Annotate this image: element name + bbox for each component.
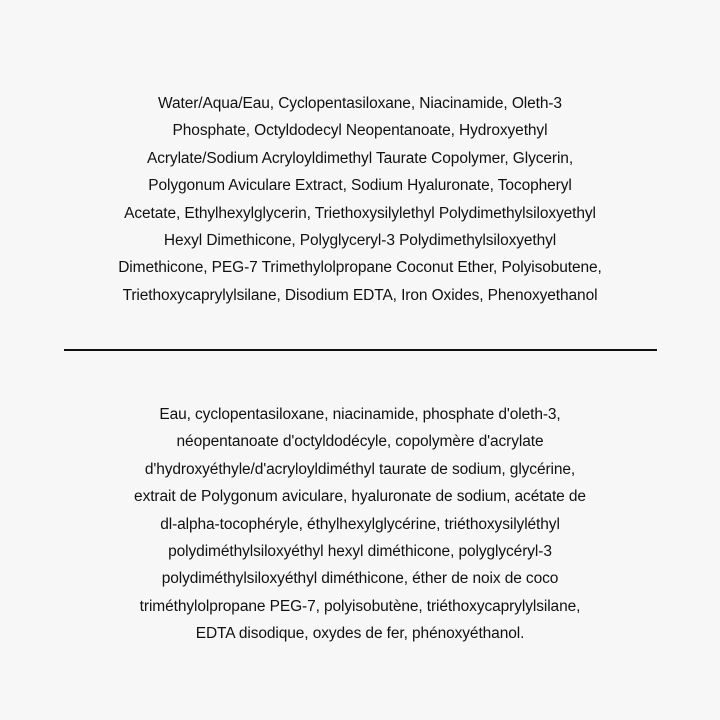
ingredient-line: Hexyl Dimethicone, Polyglyceryl-3 Polydimethylsiloxyethyl	[163, 232, 557, 250]
ingredient-line: dl-alpha-tocophéryle, éthylhexylglycérine, triéthoxysilyléthyl	[160, 515, 560, 533]
ingredient-line: EDTA disodique, oxydes de fer, phénoxyéthanol.	[195, 625, 525, 643]
ingredient-line: polydiméthylsiloxyéthyl hexyl diméthicone, polyglycéryl-3	[168, 543, 552, 561]
ingredient-line: Eau, cyclopentasiloxane, niacinamide, phosphate d'oleth-3,	[159, 406, 561, 423]
ingredient-line: Water/Aqua/Eau, Cyclopentasiloxane, Niacinamide, Oleth-3	[158, 95, 562, 112]
ingredient-line: Triethoxycaprylylsilane, Disodium EDTA, Iron Oxides, Phenoxyethanol	[122, 286, 598, 304]
ingredients-french	[40, 401, 680, 648]
ingredient-line: d'hydroxyéthyle/d'acryloyldiméthyl taurate de sodium, glycérine,	[144, 460, 576, 478]
section-divider	[64, 349, 657, 351]
ingredient-line: Phosphate, Octyldodecyl Neopentanoate, Hydroxyethyl	[172, 122, 548, 140]
ingredient-line: polydiméthylsiloxyéthyl diméthicone, éther de noix de coco	[161, 570, 559, 588]
ingredient-line: Acrylate/Sodium Acryloyldimethyl Taurate Copolymer, Glycerin,	[146, 149, 574, 167]
ingredient-line: Polygonum Aviculare Extract, Sodium Hyaluronate, Tocopheryl	[148, 177, 572, 195]
ingredient-line: triméthylolpropane PEG-7, polyisobutène, triéthoxycaprylylsilane,	[139, 597, 581, 615]
ingredient-line: néopentanoate d'octyldodécyle, copolymère d'acrylate	[176, 433, 544, 451]
ingredient-line: Dimethicone, PEG-7 Trimethylolpropane Coconut Ether, Polyisobutene,	[118, 259, 602, 277]
ingredient-line: Acetate, Ethylhexylglycerin, Triethoxysilylethyl Polydimethylsiloxyethyl	[124, 204, 596, 222]
ingredient-line: extrait de Polygonum aviculare, hyaluronate de sodium, acétate de	[134, 488, 586, 506]
ingredients-english	[40, 90, 680, 309]
